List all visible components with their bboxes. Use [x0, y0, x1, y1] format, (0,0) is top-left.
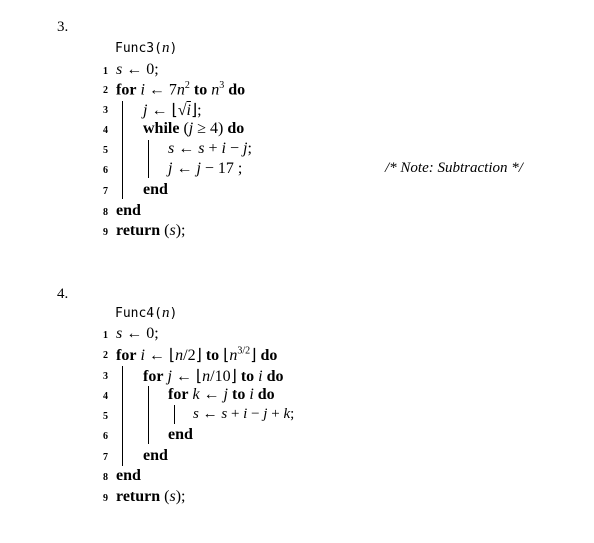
- code-line: [0, 120, 594, 140]
- problem-number: 4.: [57, 286, 69, 302]
- line-number: 6: [103, 165, 108, 176]
- line-text: end: [143, 447, 168, 464]
- comment: /* Note: Subtraction */: [385, 160, 523, 176]
- code-line: [0, 202, 594, 222]
- line-number: 8: [103, 472, 108, 483]
- function-signature: Func3(n): [115, 40, 178, 56]
- line-number: 2: [103, 350, 108, 361]
- code-line: [0, 488, 594, 508]
- line-number: 3: [103, 105, 108, 116]
- code-line: [0, 181, 594, 201]
- line-text: for i ← ⌊n/2⌋ to $⌊n^{3/2}⌋$ do: [116, 345, 278, 364]
- line-text: end: [116, 467, 141, 484]
- line-text: j ← j − 17 ;: [168, 160, 243, 177]
- line-text: s ← s + i − j + k;: [193, 406, 295, 422]
- code-line: [0, 100, 594, 120]
- line-number: 7: [103, 452, 108, 463]
- code-line: [0, 345, 594, 365]
- line-text: s ← s + i − j;: [168, 140, 252, 157]
- line-text: for k ← j to i do: [168, 386, 275, 403]
- code-line: [0, 325, 594, 345]
- problem-number: 3.: [57, 19, 69, 35]
- code-line: [0, 222, 594, 242]
- code-line: [0, 366, 594, 386]
- line-number: 7: [103, 186, 108, 197]
- line-number: 5: [103, 411, 108, 422]
- line-text: j ← ⌊√i⌋;: [143, 102, 202, 119]
- line-text: s ← 0;: [116, 325, 159, 342]
- function-name: Func4: [115, 306, 155, 321]
- line-text: end: [116, 202, 141, 219]
- line-number: 4: [103, 391, 108, 402]
- line-number: 8: [103, 207, 108, 218]
- line-number: 3: [103, 371, 108, 382]
- function-name: Func3: [115, 41, 155, 56]
- line-number: 9: [103, 493, 108, 504]
- line-text: while (j ≥ 4) do: [143, 120, 245, 137]
- code-line: [0, 80, 594, 100]
- code-line: [0, 160, 594, 180]
- code-line: [0, 447, 594, 467]
- line-number: 9: [103, 227, 108, 238]
- line-text: return (s);: [116, 222, 186, 239]
- function-arg: n: [161, 40, 170, 56]
- code-line: [0, 426, 594, 446]
- code-line: [0, 61, 594, 81]
- line-text: return (s);: [116, 488, 186, 505]
- code-line: [0, 406, 594, 426]
- line-text: s ← 0;: [116, 61, 159, 78]
- line-text: for i ← $7n^2$ to $n^3$ do: [116, 80, 246, 99]
- line-text: end: [168, 426, 193, 443]
- code-line: [0, 467, 594, 487]
- line-number: 1: [103, 330, 108, 341]
- line-text: end: [143, 181, 168, 198]
- line-number: 2: [103, 85, 108, 96]
- function-signature: Func4(n): [115, 305, 178, 321]
- line-text: for j ← ⌊n/10⌋ to i do: [143, 368, 284, 385]
- line-number: 5: [103, 145, 108, 156]
- line-number: 4: [103, 125, 108, 136]
- code-line: [0, 140, 594, 160]
- code-line: [0, 386, 594, 406]
- line-number: 1: [103, 66, 108, 77]
- line-number: 6: [103, 431, 108, 442]
- function-arg: n: [161, 305, 170, 321]
